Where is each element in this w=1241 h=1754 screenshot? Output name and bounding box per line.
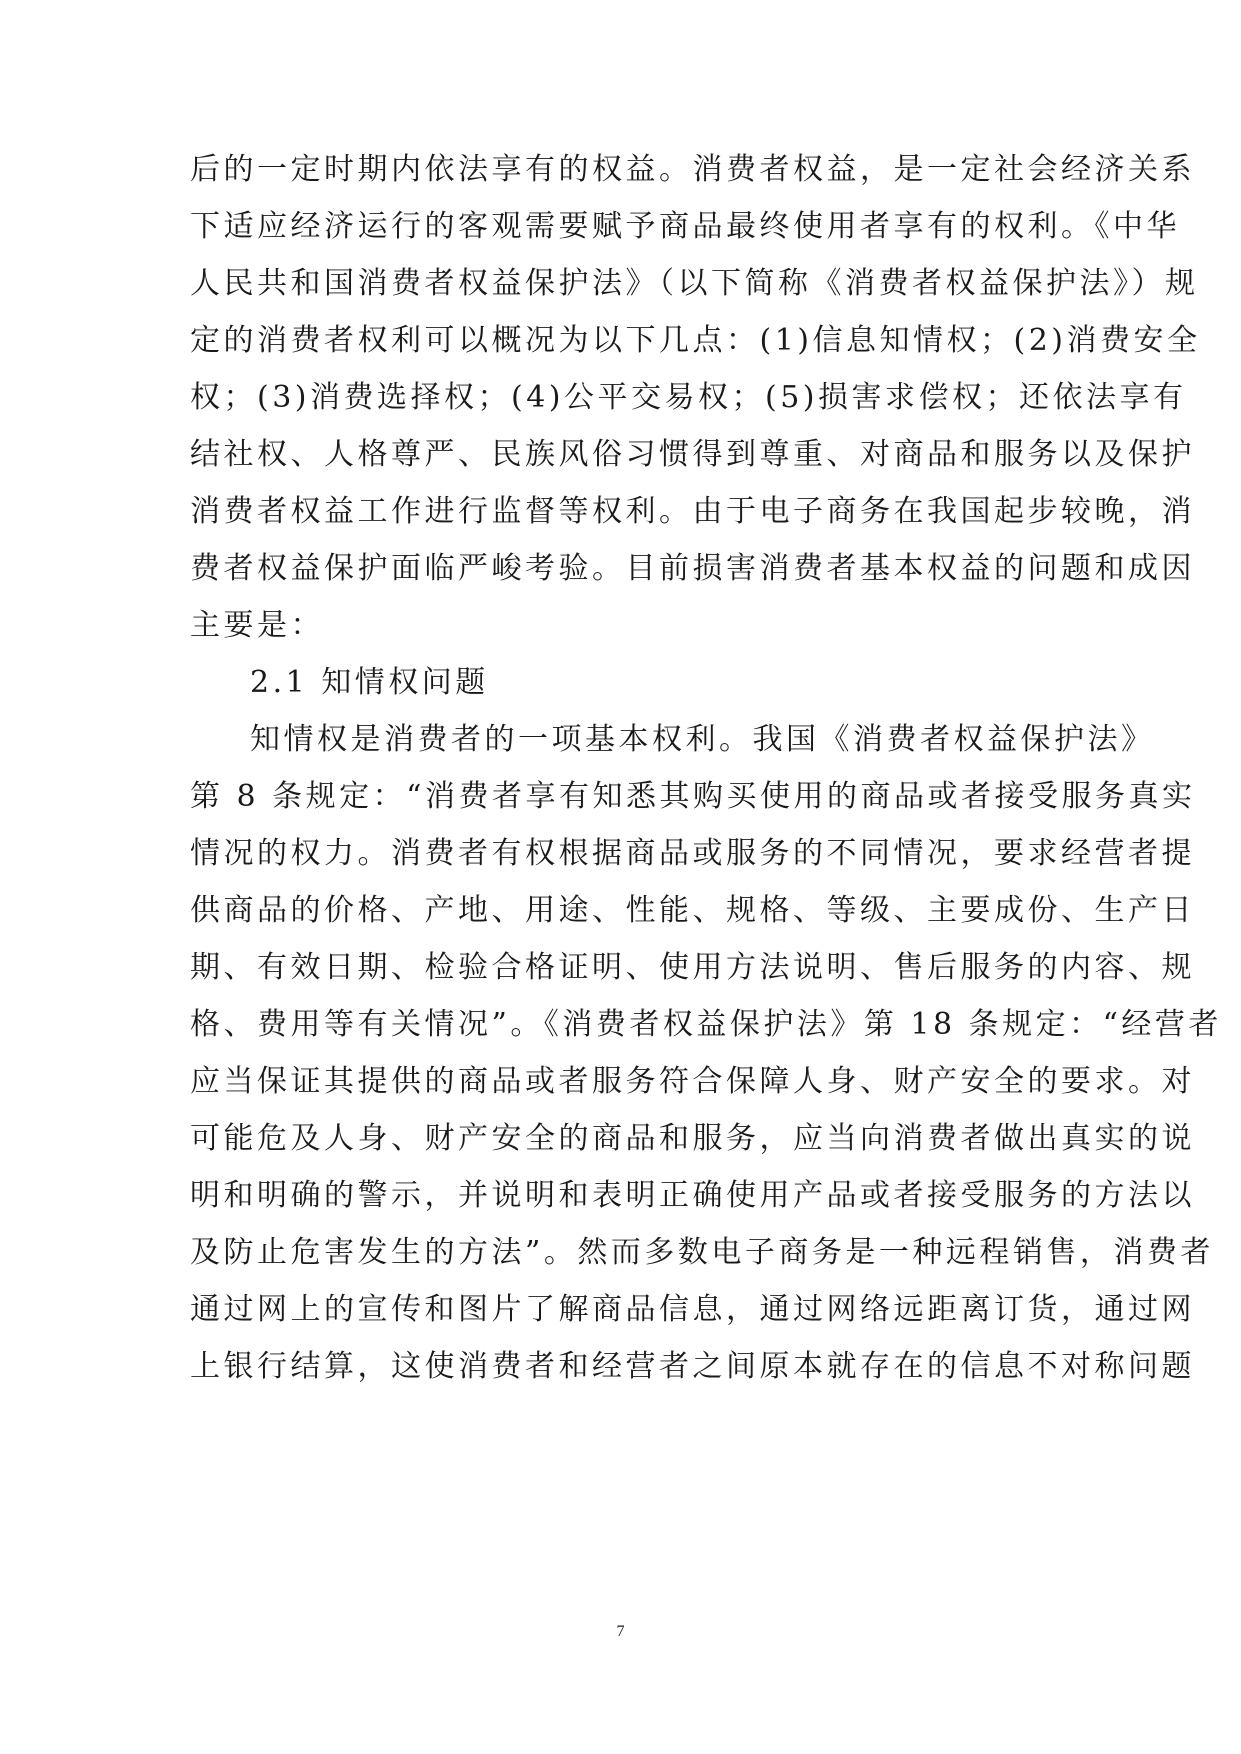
text-line: 格、费用等有关情况”。《消费者权益保护法》第 18 条规定：“经营者 <box>190 1007 1222 1042</box>
page-number: 7 <box>616 1623 625 1640</box>
text-line: 费者权益保护面临严峻考验。目前损害消费者基本权益的问题和成因 <box>190 551 1195 586</box>
text-line: 消费者权益工作进行监督等权利。由于电子商务在我国起步较晚，消 <box>190 494 1195 529</box>
text-line: 情况的权力。消费者有权根据商品或服务的不同情况，要求经营者提 <box>190 836 1195 871</box>
text-line: 主要是： <box>190 608 324 643</box>
text-line: 上银行结算，这使消费者和经营者之间原本就存在的信息不对称问题 <box>190 1349 1195 1384</box>
text-line: 下适应经济运行的客观需要赋予商品最终使用者享有的权利。《中华 <box>190 209 1180 244</box>
text-line: 人民共和国消费者权益保护法》（以下简称《消费者权益保护法》）规 <box>190 266 1199 301</box>
text-line: 后的一定时期内依法享有的权益。消费者权益，是一定社会经济关系 <box>190 152 1195 187</box>
section-heading: 2.1 知情权问题 <box>250 665 489 700</box>
text-line: 结社权、人格尊严、民族风俗习惯得到尊重、对商品和服务以及保护 <box>190 437 1195 472</box>
text-line: 应当保证其提供的商品或者服务符合保障人身、财产安全的要求。对 <box>190 1064 1195 1099</box>
text-line: 定的消费者权利可以概况为以下几点：(1)信息知情权；(2)消费安全 <box>190 323 1201 358</box>
text-line: 明和明确的警示，并说明和表明正确使用产品或者接受服务的方法以 <box>190 1178 1195 1213</box>
text-line: 供商品的价格、产地、用途、性能、规格、等级、主要成份、生产日 <box>190 893 1195 928</box>
text-line: 知情权是消费者的一项基本权利。我国《消费者权益保护法》 <box>250 722 1155 757</box>
text-line: 第 8 条规定：“消费者享有知悉其购买使用的商品或者接受服务真实 <box>190 779 1196 814</box>
text-line: 期、有效日期、检验合格证明、使用方法说明、售后服务的内容、规 <box>190 950 1195 985</box>
text-line: 权；(3)消费选择权；(4)公平交易权；(5)损害求偿权；还依法享有 <box>190 380 1187 415</box>
text-line: 可能危及人身、财产安全的商品和服务，应当向消费者做出真实的说 <box>190 1121 1195 1156</box>
text-line: 及防止危害发生的方法”。然而多数电子商务是一种远程销售，消费者 <box>190 1235 1214 1270</box>
text-line: 通过网上的宣传和图片了解商品信息，通过网络远距离订货，通过网 <box>190 1292 1195 1327</box>
